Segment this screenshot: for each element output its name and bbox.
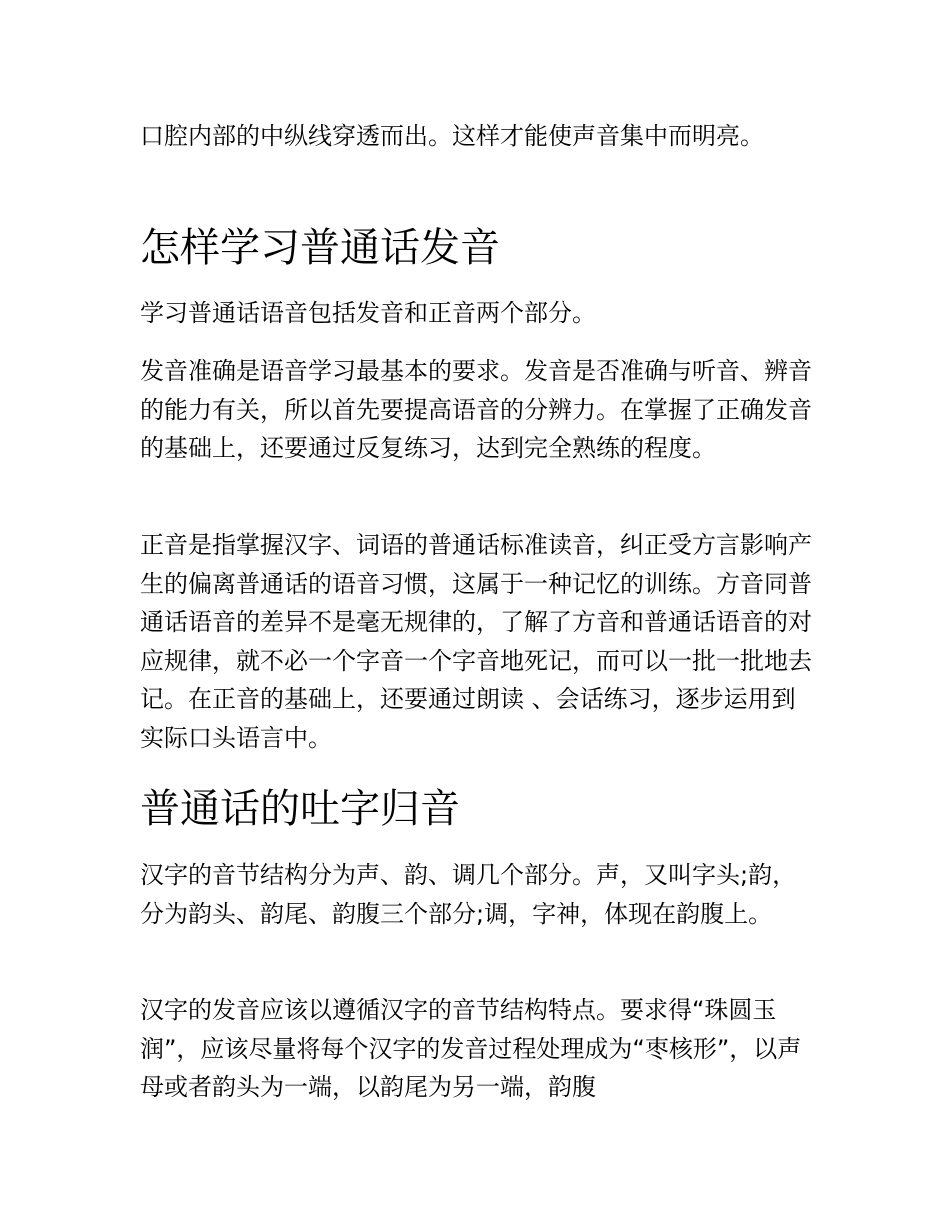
paragraph-s1-2: 发音准确是语音学习最基本的要求。发音是否准确与听音、辨音的能力有关，所以首先要提高语音的分辨力。在掌握了正确发音的基础上，还要通过反复练习，达到完全熟练的程度。 xyxy=(140,357,812,463)
paragraph-s1-3: 正音是指掌握汉字、词语的普通话标准读音，纠正受方言影响产生的偏离普通话的语音习惯，这属于一种记忆的训练。方音同普通话语音的差异不是毫无规律的，了解了方音和普通话语音的对应规律，就不必一个字音一个字音地死记，而可以一批一批地去记。在正音的基础上，还要通过朗读 、会话练习，逐步运用到实际口头语言中。 xyxy=(140,531,812,752)
heading-articulation: 普通话的吐字归音 xyxy=(140,786,460,832)
paragraph-s2-1: 汉字的音节结构分为声、韵、调几个部分。声，又叫字头;韵，分为韵头、韵尾、韵腹三个部分;调，字神，体现在韵腹上。 xyxy=(140,861,797,928)
paragraph-s2-2: 汉字的发音应该以遵循汉字的音节结构特点。要求得“珠圆玉润”，应该尽量将每个汉字的发音过程处理成为“枣核形”，以声母或者韵头为一端，以韵尾为另一端，韵腹 xyxy=(140,996,802,1102)
paragraph-s1-1: 学习普通话语音包括发音和正音两个部分。 xyxy=(140,299,596,327)
paragraph-intro: 口腔内部的中纵线穿透而出。这样才能使声音集中而明亮。 xyxy=(140,122,764,150)
heading-how-to-learn: 怎样学习普通话发音 xyxy=(140,225,500,271)
